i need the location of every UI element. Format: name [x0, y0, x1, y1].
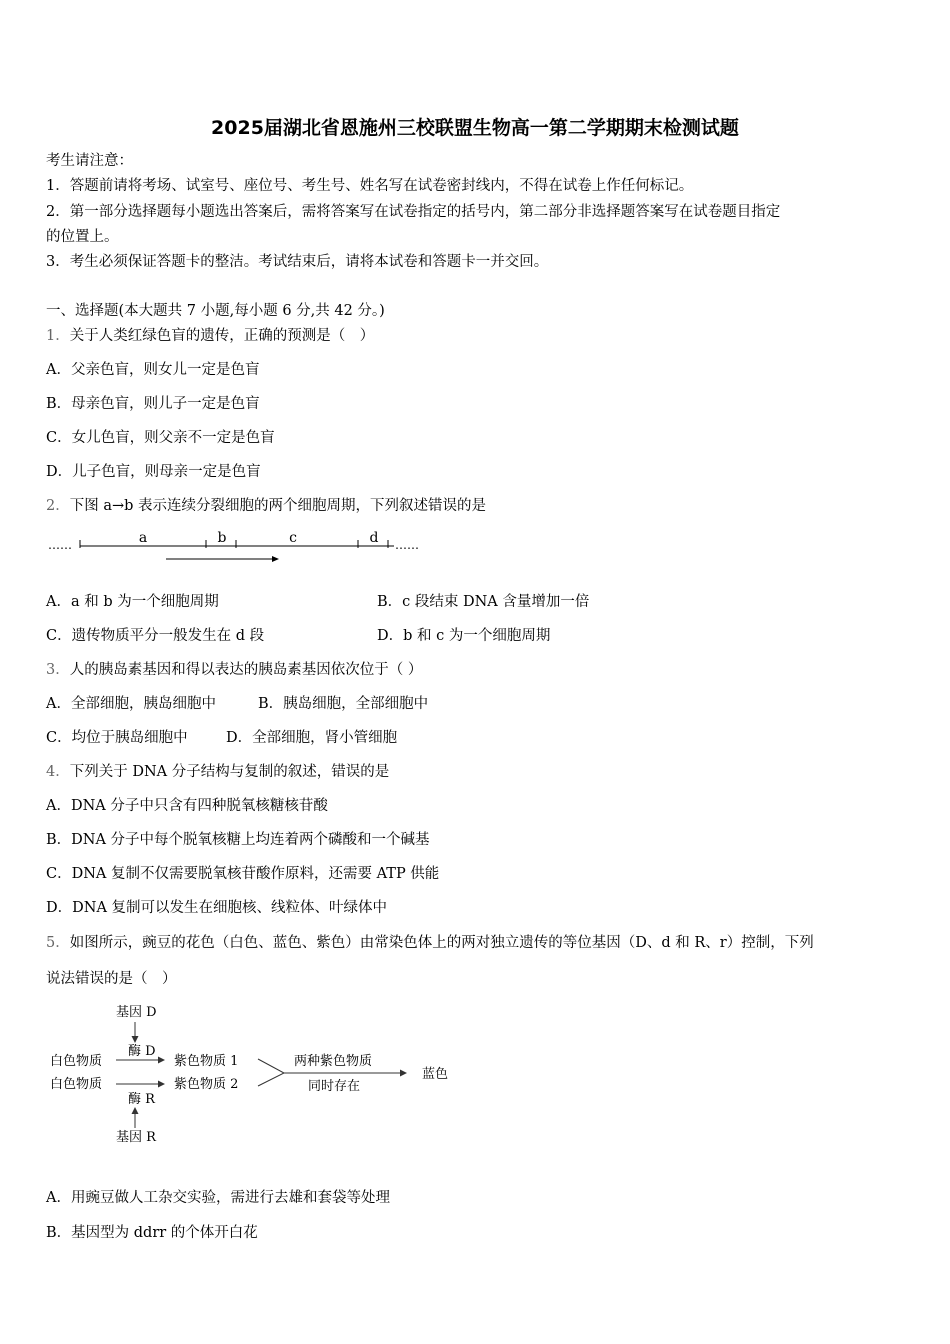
question-stem: 下图 a→b 表示连续分裂细胞的两个细胞周期，下列叙述错误的是 — [69, 498, 487, 514]
segment-label-a: a — [138, 530, 148, 546]
q4-option-a: A．DNA 分子中只含有四种脱氧核糖核苷酸 — [46, 798, 328, 814]
enzyme-d-label: 酶 D — [128, 1044, 156, 1059]
question-5-cont: 说法错误的是（ ） — [46, 971, 177, 987]
gene-r-label: 基因 R — [116, 1130, 156, 1145]
white-substance-1: 白色物质 — [50, 1054, 103, 1069]
purple-substance-1: 紫色物质 1 — [174, 1054, 239, 1069]
notice-item-1: 1．答题前请将考场、试室号、座位号、考生号、姓名写在试卷密封线内，不得在试卷上作任何标记。 — [46, 178, 694, 194]
question-3 — [46, 661, 422, 679]
q3-option-a: A．全部细胞，胰岛细胞中 — [46, 696, 216, 712]
segment-label-d: d — [369, 530, 379, 546]
question-number: 2． — [46, 498, 70, 514]
q1-option-d: D．儿子色盲，则母亲一定是色盲 — [46, 464, 261, 480]
q1-option-a: A．父亲色盲，则女儿一定是色盲 — [46, 362, 260, 378]
q3-option-d: D．全部细胞，肾小管细胞 — [226, 730, 398, 746]
two-purple-label: 两种紫色物质 — [294, 1054, 373, 1069]
page-title: 2025届湖北省恩施州三校联盟生物高一第二学期期末检测试题 — [211, 117, 739, 139]
q3-option-c: C．均位于胰岛细胞中 — [46, 730, 188, 746]
notice-item-3: 3．考生必须保证答题卡的整洁。考试结束后，请将本试卷和答题卡一并交回。 — [46, 254, 549, 270]
notice-heading: 考生请注意： — [46, 153, 133, 169]
purple-substance-2: 紫色物质 2 — [174, 1077, 239, 1092]
q4-option-d: D．DNA 复制可以发生在细胞核、线粒体、叶绿体中 — [46, 900, 388, 916]
coexist-label: 同时存在 — [308, 1079, 361, 1094]
arrow-head — [272, 556, 279, 562]
question-number: 1． — [46, 328, 70, 344]
q1-option-b: B．母亲色盲，则儿子一定是色盲 — [46, 396, 260, 412]
enzyme-r-label: 酶 R — [128, 1092, 155, 1107]
question-5 — [46, 934, 814, 952]
notice-item-2-cont: 的位置上。 — [46, 229, 119, 245]
blue-label: 蓝色 — [422, 1067, 449, 1082]
q3-option-b: B．胰岛细胞，全部细胞中 — [258, 696, 429, 712]
white-substance-2: 白色物质 — [50, 1077, 103, 1092]
segment-label-b: b — [217, 530, 227, 546]
question-4 — [46, 763, 389, 781]
question-number: 4． — [46, 764, 70, 780]
q5-option-a: A．用豌豆做人工杂交实验，需进行去雄和套袋等处理 — [46, 1190, 390, 1206]
q5-option-b: B．基因型为 ddrr 的个体开白花 — [46, 1225, 258, 1241]
question-1 — [46, 327, 374, 345]
q2-option-b: B．c 段结束 DNA 含量增加一倍 — [377, 594, 590, 610]
section-heading: 一、选择题(本大题共 7 小题,每小题 6 分,共 42 分。) — [46, 303, 385, 319]
question-2 — [46, 497, 486, 515]
q4-option-c: C．DNA 复制不仅需要脱氧核苷酸作原料，还需要 ATP 供能 — [46, 866, 440, 882]
gene-d-label: 基因 D — [116, 1005, 157, 1020]
q1-option-c: C．女儿色盲，则父亲不一定是色盲 — [46, 430, 275, 446]
question-stem: 关于人类红绿色盲的遗传，正确的预测是（ ） — [69, 328, 375, 344]
q2-option-a: A．a 和 b 为一个细胞周期 — [46, 594, 219, 610]
q4-option-b: B．DNA 分子中每个脱氧核糖上均连着两个磷酸和一个碱基 — [46, 832, 430, 848]
question-stem: 下列关于 DNA 分子结构与复制的叙述，错误的是 — [69, 764, 390, 780]
cell-cycle-diagram — [46, 528, 436, 568]
dots-right: …… — [395, 538, 419, 552]
question-number: 5． — [46, 935, 70, 951]
dots-left: …… — [48, 538, 72, 552]
notice-item-2: 2．第一部分选择题每小题选出答案后，需将答案写在试卷指定的括号内，第二部分非选择题答案写在试卷题目指定 — [46, 204, 781, 220]
q2-option-d: D．b 和 c 为一个细胞周期 — [377, 628, 551, 644]
q2-option-c: C．遗传物质平分一般发生在 d 段 — [46, 628, 265, 644]
flower-color-diagram — [46, 998, 466, 1150]
merge-bracket — [258, 1059, 284, 1086]
question-stem: 人的胰岛素基因和得以表达的胰岛素基因依次位于（ ） — [69, 662, 423, 678]
question-stem: 如图所示，豌豆的花色（白色、蓝色、紫色）由常染色体上的两对独立遗传的等位基因（D、d 和 R、r）控制，下列 — [69, 935, 814, 951]
question-number: 3． — [46, 662, 70, 678]
segment-label-c: c — [289, 530, 297, 546]
